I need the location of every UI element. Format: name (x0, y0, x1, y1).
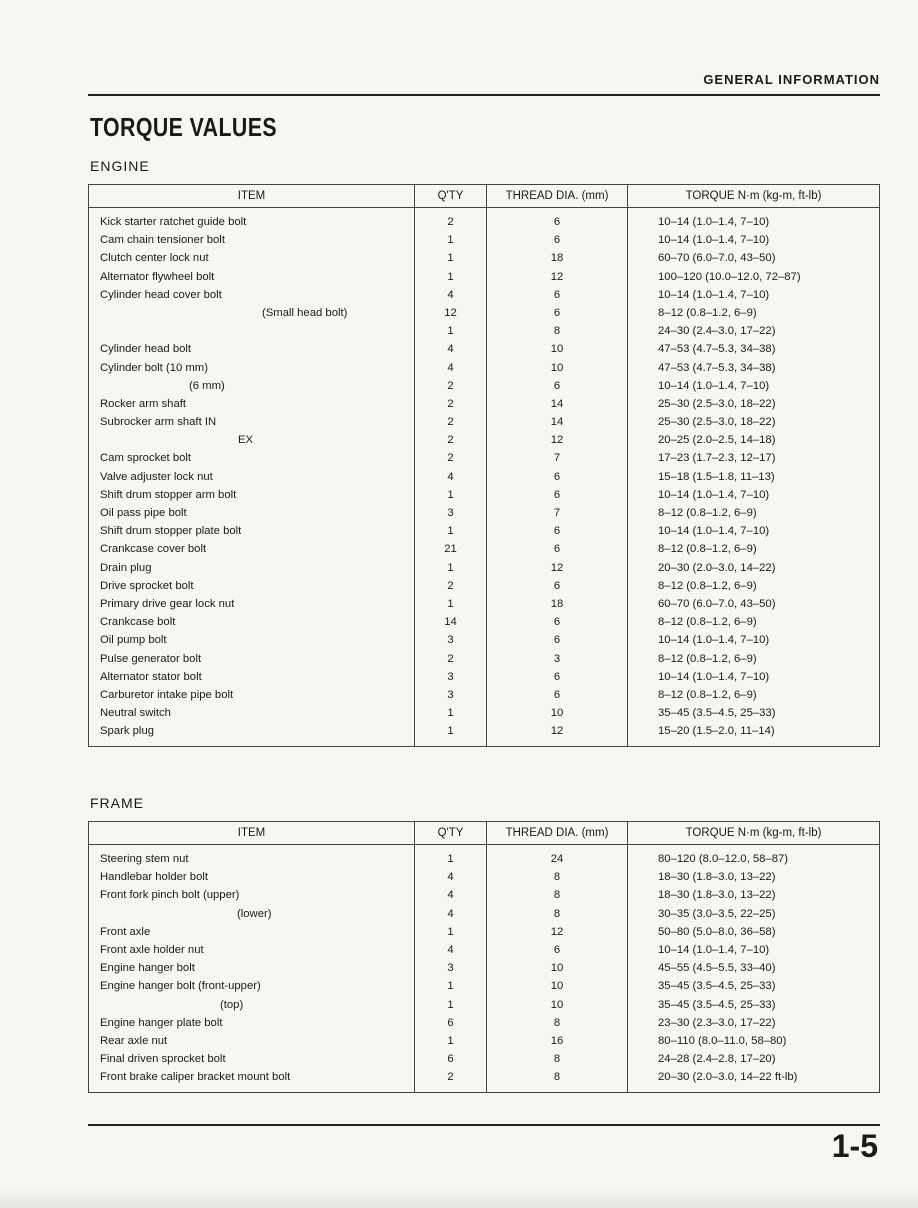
qty-cell: 2 (447, 379, 454, 392)
qty-cell: 4 (447, 907, 454, 920)
qty-cell: 6 (447, 1016, 454, 1029)
thread-dia-cell: 8 (553, 325, 561, 338)
torque-cell: 10–14 (1.0–1.4, 7–10) (658, 488, 770, 501)
column-header-torque: TORQUE N·m (kg-m, ft-lb) (685, 190, 822, 202)
torque-cell: 50–80 (5.0–8.0, 36–58) (658, 925, 776, 938)
torque-cell: 8–12 (0.8–1.2, 6–9) (658, 306, 757, 319)
thread-dia-cell: 10 (550, 980, 564, 993)
engine-torque-table (88, 184, 880, 747)
torque-cell: 100–120 (10.0–12.0, 72–87) (658, 270, 801, 283)
torque-cell: 35–45 (3.5–4.5, 25–33) (658, 980, 776, 993)
qty-cell: 4 (447, 288, 454, 301)
thread-dia-cell: 12 (550, 270, 564, 283)
thread-column (487, 208, 628, 746)
torque-cell: 10–14 (1.0–1.4, 7–10) (658, 234, 770, 247)
torque-cell: 80–120 (8.0–12.0, 58–87) (658, 853, 789, 865)
item-cell: Carburetor intake pipe bolt (100, 688, 234, 701)
item-cell: Front axle holder nut (100, 943, 204, 956)
torque-cell: 17–23 (1.7–2.3, 12–17) (658, 452, 776, 465)
torque-cell: 15–18 (1.5–1.8, 11–13) (658, 470, 775, 483)
qty-cell: 3 (447, 688, 454, 701)
torque-cell: 25–30 (2.5–3.0, 18–22) (658, 416, 776, 429)
torque-cell: 35–45 (3.5–4.5, 25–33) (658, 998, 776, 1011)
item-cell: Engine hanger bolt (front-upper) (100, 980, 261, 993)
item-cell: (Small head bolt) (262, 306, 348, 319)
thread-dia-cell: 6 (553, 216, 561, 228)
qty-cell: 14 (444, 616, 457, 629)
qty-cell: 4 (447, 943, 454, 956)
qty-cell: 3 (447, 962, 454, 975)
thread-dia-cell: 8 (553, 1016, 561, 1029)
qty-cell: 2 (447, 452, 454, 465)
torque-cell: 15–20 (1.5–2.0, 11–14) (658, 725, 775, 738)
thread-dia-cell: 10 (550, 361, 564, 374)
qty-cell: 2 (447, 397, 454, 410)
thread-dia-cell: 12 (550, 434, 564, 447)
qty-cell: 2 (447, 579, 454, 592)
table-body (89, 845, 879, 1092)
qty-column (415, 845, 487, 1092)
torque-cell: 20–30 (2.0–3.0, 14–22 ft-lb) (658, 1071, 798, 1084)
footer-rule (88, 1124, 880, 1126)
item-cell: Neutral switch (100, 707, 171, 720)
item-column (89, 208, 415, 746)
qty-cell: 3 (447, 634, 454, 647)
qty-cell: 4 (447, 889, 454, 902)
thread-dia-cell: 14 (550, 397, 564, 410)
item-cell: Cylinder bolt (10 mm) (100, 361, 208, 374)
torque-cell: 47–53 (4.7–5.3, 34–38) (658, 361, 776, 374)
torque-cell: 10–14 (1.0–1.4, 7–10) (658, 379, 770, 392)
item-cell: Handlebar holder bolt (100, 871, 209, 884)
item-cell (89, 322, 414, 340)
qty-cell: 2 (447, 216, 454, 228)
thread-dia-cell: 18 (550, 252, 564, 265)
torque-cell: 8–12 (0.8–1.2, 6–9) (658, 688, 757, 701)
qty-cell: 4 (447, 871, 454, 884)
qty-cell: 12 (444, 306, 457, 319)
item-cell: Crankcase bolt (100, 616, 176, 629)
thread-dia-cell: 10 (550, 962, 564, 975)
qty-cell: 4 (447, 361, 454, 374)
page-number: 1-5 (831, 1128, 878, 1164)
qty-cell: 2 (447, 652, 454, 665)
item-cell: Cylinder head bolt (100, 343, 192, 356)
column-header-qty: Q'TY (415, 822, 487, 844)
torque-cell: 23–30 (2.3–3.0, 17–22) (658, 1016, 776, 1029)
item-cell: Engine hanger plate bolt (100, 1016, 223, 1029)
item-cell: Primary drive gear lock nut (100, 597, 235, 610)
qty-cell: 1 (447, 325, 454, 338)
column-header-qty: Q'TY (415, 185, 487, 207)
table-header-row (89, 822, 879, 845)
column-header-item: ITEM (89, 822, 415, 844)
torque-cell: 8–12 (0.8–1.2, 6–9) (658, 616, 757, 629)
torque-cell: 10–14 (1.0–1.4, 7–10) (658, 943, 770, 956)
thread-dia-cell: 6 (553, 288, 561, 301)
item-cell: Clutch center lock nut (100, 252, 209, 265)
item-cell: (top) (220, 998, 244, 1011)
torque-cell: 60–70 (6.0–7.0, 43–50) (658, 597, 776, 610)
torque-cell: 24–30 (2.4–3.0, 17–22) (658, 325, 776, 338)
item-cell: Steering stem nut (100, 853, 189, 865)
qty-cell: 3 (447, 670, 454, 683)
thread-dia-cell: 18 (550, 597, 564, 610)
qty-cell: 1 (447, 725, 454, 738)
frame-torque-table (88, 821, 880, 1093)
thread-dia-cell: 12 (550, 925, 564, 938)
torque-cell: 45–55 (4.5–5.5, 33–40) (658, 962, 776, 975)
thread-dia-cell: 6 (553, 616, 561, 629)
scan-edge-shadow (0, 1186, 918, 1208)
thread-dia-cell: 6 (553, 670, 561, 683)
thread-dia-cell: 12 (550, 561, 564, 574)
torque-cell: 18–30 (1.8–3.0, 13–22) (658, 889, 776, 902)
item-cell: Crankcase cover bolt (100, 543, 207, 556)
engine-section-title: ENGINE (90, 158, 150, 174)
item-cell: Front axle (100, 925, 151, 938)
thread-column (487, 845, 628, 1092)
qty-cell: 1 (447, 597, 454, 610)
torque-column (628, 845, 879, 1092)
qty-cell: 2 (447, 416, 454, 429)
torque-cell: 10–14 (1.0–1.4, 7–10) (658, 670, 770, 683)
qty-cell: 1 (447, 234, 454, 247)
item-cell: Kick starter ratchet guide bolt (100, 216, 247, 228)
item-cell: Subrocker arm shaft IN (100, 416, 217, 429)
torque-cell: 30–35 (3.0–3.5, 22–25) (658, 907, 776, 920)
qty-cell: 1 (447, 707, 454, 720)
item-cell: Pulse generator bolt (100, 652, 202, 665)
item-cell: Shift drum stopper plate bolt (100, 525, 242, 538)
item-cell: Shift drum stopper arm bolt (100, 488, 237, 501)
page-title: TORQUE VALUES (90, 112, 277, 142)
torque-cell: 18–30 (1.8–3.0, 13–22) (658, 871, 776, 884)
qty-cell: 2 (447, 434, 454, 447)
column-header-torque: TORQUE N·m (kg-m, ft-lb) (685, 827, 822, 839)
item-cell: Front brake caliper bracket mount bolt (100, 1071, 291, 1084)
thread-dia-cell: 6 (553, 488, 561, 501)
running-header: GENERAL INFORMATION (703, 72, 880, 87)
qty-cell: 2 (447, 1071, 454, 1084)
item-cell: Cam chain tensioner bolt (100, 234, 225, 247)
qty-cell: 1 (447, 561, 454, 574)
qty-cell: 1 (447, 270, 454, 283)
thread-dia-cell: 8 (553, 1053, 561, 1066)
item-cell: Engine hanger bolt (100, 962, 195, 975)
table-body (89, 208, 879, 746)
column-header-thread: THREAD DIA. (mm) (487, 822, 628, 844)
torque-cell: 10–14 (1.0–1.4, 7–10) (658, 634, 770, 647)
qty-cell: 1 (447, 488, 454, 501)
thread-dia-cell: 10 (550, 707, 564, 720)
thread-dia-cell: 6 (553, 234, 561, 247)
item-cell: (6 mm) (189, 379, 225, 392)
item-cell: Oil pump bolt (100, 634, 167, 647)
thread-dia-cell: 10 (550, 998, 564, 1011)
qty-cell: 3 (447, 507, 454, 519)
item-cell: Alternator flywheel bolt (100, 270, 215, 283)
item-cell: EX (238, 434, 254, 447)
torque-cell: 35–45 (3.5–4.5, 25–33) (658, 707, 776, 720)
thread-dia-cell: 8 (553, 889, 561, 902)
item-cell: Drive sprocket bolt (100, 579, 194, 592)
thread-dia-cell: 10 (550, 343, 564, 356)
thread-dia-cell: 6 (553, 943, 561, 956)
thread-dia-cell: 6 (553, 306, 561, 319)
item-cell: Rear axle nut (100, 1034, 168, 1047)
thread-dia-cell: 3 (553, 652, 561, 665)
torque-cell: 80–110 (8.0–11.0, 58–80) (658, 1034, 787, 1047)
thread-dia-cell: 8 (553, 1071, 561, 1084)
torque-cell: 47–53 (4.7–5.3, 34–38) (658, 343, 776, 356)
thread-dia-cell: 8 (553, 907, 561, 920)
qty-cell: 6 (447, 1053, 454, 1066)
column-header-thread: THREAD DIA. (mm) (487, 185, 628, 207)
thread-dia-cell: 6 (553, 688, 561, 701)
thread-dia-cell: 7 (553, 452, 561, 465)
qty-cell: 4 (447, 470, 454, 483)
qty-cell: 1 (447, 998, 454, 1011)
torque-cell: 25–30 (2.5–3.0, 18–22) (658, 397, 776, 410)
qty-cell: 1 (447, 853, 454, 865)
item-cell: Alternator stator bolt (100, 670, 202, 683)
thread-dia-cell: 6 (553, 543, 561, 556)
torque-cell: 10–14 (1.0–1.4, 7–10) (658, 525, 770, 538)
header-rule (88, 94, 880, 96)
item-cell: Drain plug (100, 561, 152, 574)
qty-cell: 21 (444, 543, 457, 556)
item-cell: Oil pass pipe bolt (100, 507, 187, 519)
qty-column (415, 208, 487, 746)
qty-cell: 1 (447, 980, 454, 993)
torque-cell: 8–12 (0.8–1.2, 6–9) (658, 507, 757, 519)
qty-cell: 1 (447, 925, 454, 938)
frame-section-title: FRAME (90, 795, 144, 811)
torque-cell: 8–12 (0.8–1.2, 6–9) (658, 579, 757, 592)
torque-cell: 60–70 (6.0–7.0, 43–50) (658, 252, 776, 265)
torque-cell: 10–14 (1.0–1.4, 7–10) (658, 288, 770, 301)
torque-column (628, 208, 879, 746)
thread-dia-cell: 6 (553, 579, 561, 592)
thread-dia-cell: 16 (550, 1034, 564, 1047)
item-cell: Final driven sprocket bolt (100, 1053, 226, 1066)
torque-cell: 24–28 (2.4–2.8, 17–20) (658, 1053, 776, 1066)
item-cell: Rocker arm shaft (100, 397, 187, 410)
item-column (89, 845, 415, 1092)
thread-dia-cell: 14 (550, 416, 564, 429)
torque-cell: 20–25 (2.0–2.5, 14–18) (658, 434, 776, 447)
qty-cell: 1 (447, 525, 454, 538)
torque-cell: 10–14 (1.0–1.4, 7–10) (658, 216, 770, 228)
item-cell: Cylinder head cover bolt (100, 288, 222, 301)
table-header-row (89, 185, 879, 208)
thread-dia-cell: 12 (550, 725, 564, 738)
item-cell: (lower) (237, 907, 272, 920)
thread-dia-cell: 8 (553, 871, 561, 884)
thread-dia-cell: 7 (553, 507, 561, 519)
item-cell: Spark plug (100, 725, 155, 738)
torque-cell: 8–12 (0.8–1.2, 6–9) (658, 543, 757, 556)
thread-dia-cell: 6 (553, 470, 561, 483)
item-cell: Front fork pinch bolt (upper) (100, 889, 240, 902)
torque-cell: 20–30 (2.0–3.0, 14–22) (658, 561, 776, 574)
torque-cell: 8–12 (0.8–1.2, 6–9) (658, 652, 757, 665)
thread-dia-cell: 6 (553, 634, 561, 647)
thread-dia-cell: 6 (553, 525, 561, 538)
qty-cell: 1 (447, 1034, 454, 1047)
item-cell: Cam sprocket bolt (100, 452, 192, 465)
thread-dia-cell: 6 (553, 379, 561, 392)
qty-cell: 1 (447, 252, 454, 265)
item-cell: Valve adjuster lock nut (100, 470, 213, 483)
thread-dia-cell: 24 (550, 853, 564, 865)
qty-cell: 4 (447, 343, 454, 356)
column-header-item: ITEM (89, 185, 415, 207)
